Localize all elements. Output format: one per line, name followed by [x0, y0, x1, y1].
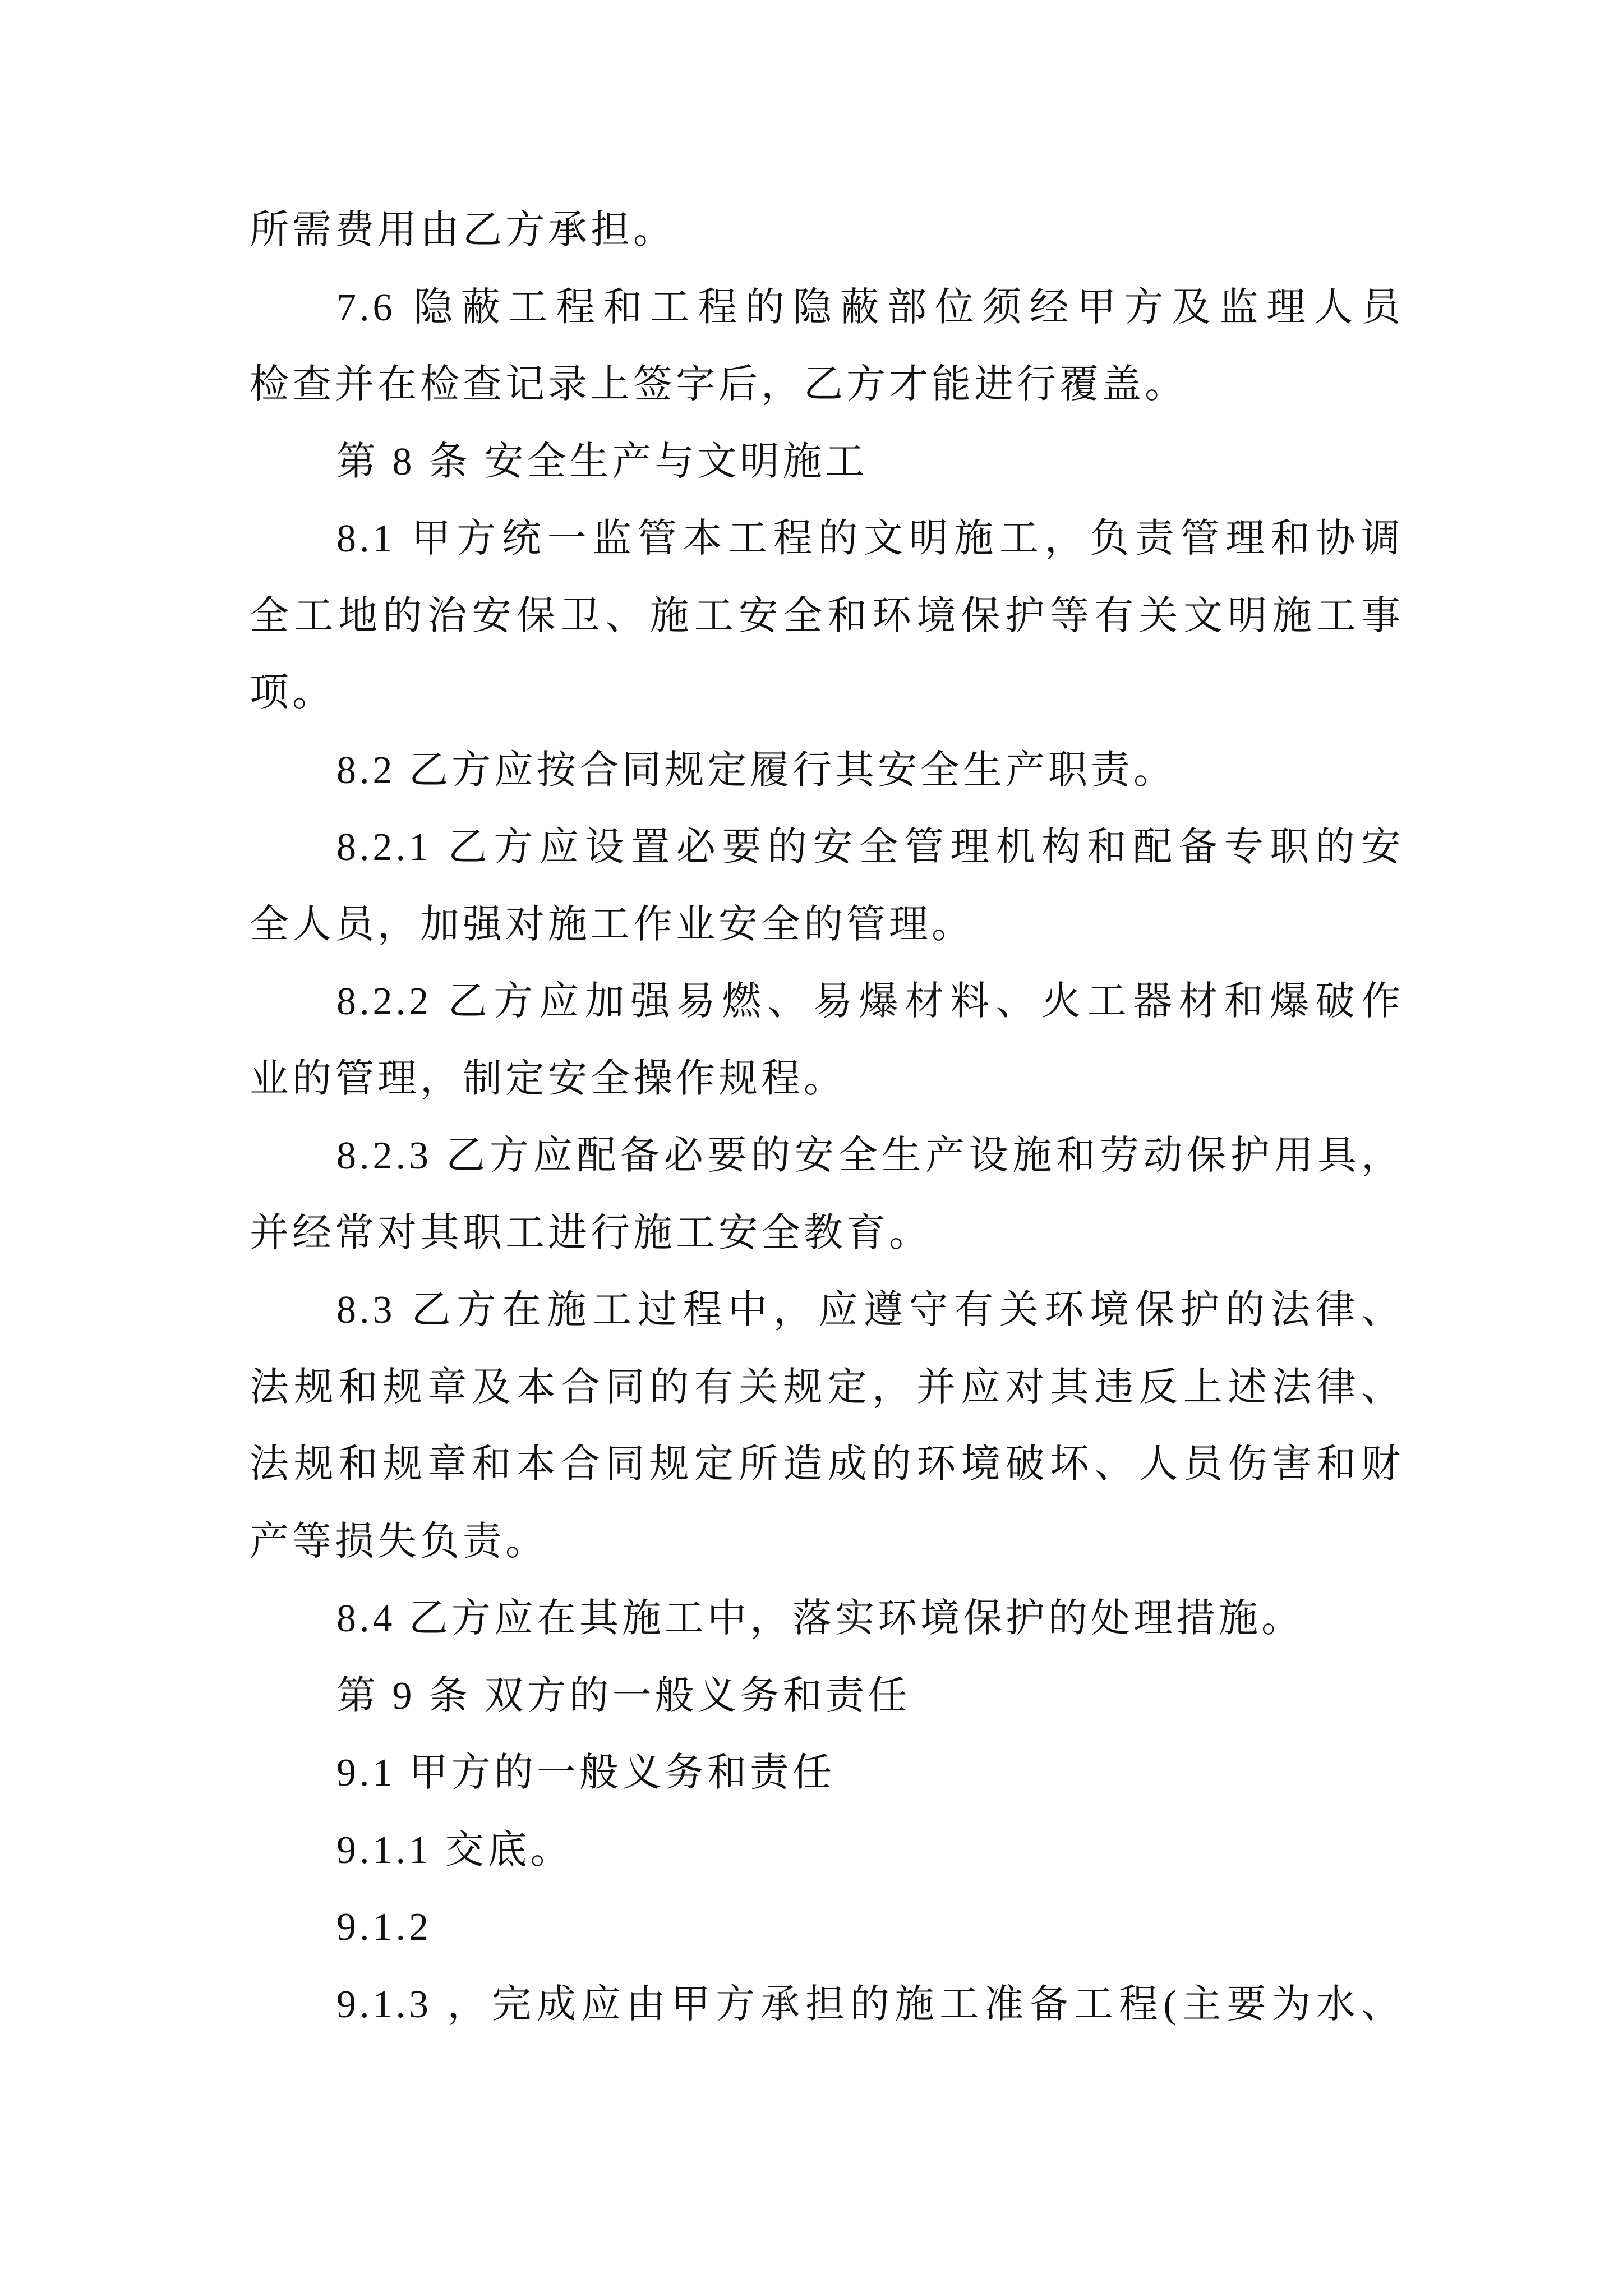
paragraph-line: 9.1.3 ，完成应由甲方承担的施工准备工程(主要为水、 — [336, 1982, 1404, 2026]
article-9-heading — [250, 1658, 1404, 1735]
paragraph-line: 项。 — [250, 671, 335, 715]
clause-8-1 — [250, 500, 1404, 732]
paragraph-line: 7.6 隐蔽工程和工程的隐蔽部位须经甲方及监理人员 — [336, 286, 1404, 329]
paragraph-line: 9.1 甲方的一般义务和责任 — [336, 1751, 835, 1795]
clause-8-4 — [250, 1580, 1404, 1658]
paragraph-line: 8.2.2 乙方应加强易燃、易爆材料、火工器材和爆破作 — [336, 980, 1404, 1023]
clause-8-2-1 — [250, 809, 1404, 963]
clause-9-1-3 — [250, 1966, 1404, 2044]
paragraph-line: 产等损失负责。 — [250, 1520, 548, 1563]
paragraph-line: 8.2 乙方应按合同规定履行其安全生产职责。 — [336, 748, 1176, 792]
document-page — [250, 192, 1404, 2043]
paragraph-line: 所需费用由乙方承担。 — [250, 209, 676, 252]
paragraph-line: 全工地的治安保卫、施工安全和环境保护等有关文明施工事 — [250, 594, 1404, 638]
clause-8-2-2 — [250, 963, 1404, 1117]
clause-9-1-1 — [250, 1812, 1404, 1889]
clause-8-3 — [250, 1272, 1404, 1580]
paragraph-line: 法规和规章和本合同规定所造成的环境破坏、人员伤害和财 — [250, 1443, 1404, 1486]
paragraph-line: 8.2.3 乙方应配备必要的安全生产设施和劳动保护用具， — [336, 1134, 1404, 1177]
clause-9-1 — [250, 1734, 1404, 1812]
paragraph-line: 9.1.2 — [336, 1906, 432, 1949]
article-heading: 第 9 条 双方的一般义务和责任 — [336, 1674, 911, 1718]
paragraph-line: 9.1.1 交底。 — [336, 1828, 573, 1872]
paragraph-line: 8.3 乙方在施工过程中，应遵守有关环境保护的法律、 — [336, 1289, 1404, 1332]
clause-8-2 — [250, 732, 1404, 809]
paragraph-continuation — [250, 192, 1404, 269]
clause-8-2-3 — [250, 1117, 1404, 1272]
clause-9-1-2 — [250, 1889, 1404, 1966]
clause-7-6 — [250, 269, 1404, 424]
paragraph-line: 8.2.1 乙方应设置必要的安全管理机构和配备专职的安 — [336, 826, 1404, 869]
paragraph-line: 并经常对其职工进行施工安全教育。 — [250, 1211, 932, 1255]
paragraph-line: 全人员，加强对施工作业安全的管理。 — [250, 903, 974, 946]
article-8-heading — [250, 424, 1404, 501]
paragraph-line: 8.1 甲方统一监管本工程的文明施工，负责管理和协调 — [336, 517, 1404, 560]
article-heading: 第 8 条 安全生产与文明施工 — [336, 440, 868, 484]
paragraph-line: 8.4 乙方应在其施工中，落实环境保护的处理措施。 — [336, 1597, 1304, 1640]
paragraph-line: 业的管理，制定安全操作规程。 — [250, 1057, 846, 1101]
paragraph-line: 法规和规章及本合同的有关规定，并应对其违反上述法律、 — [250, 1365, 1404, 1409]
paragraph-line: 检查并在检查记录上签字后，乙方才能进行覆盖。 — [250, 363, 1187, 406]
